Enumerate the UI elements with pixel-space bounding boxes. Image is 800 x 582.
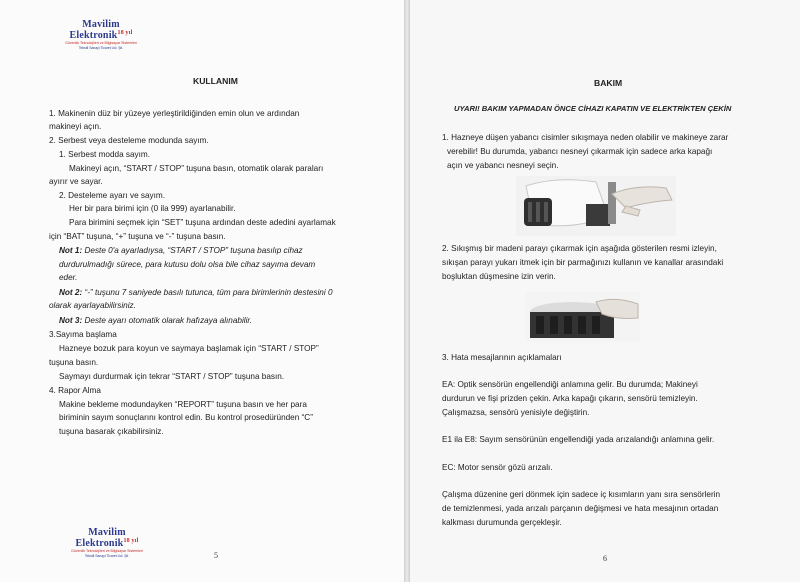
text-line: 2. Serbest veya desteleme modunda sayım. [49, 136, 209, 145]
page-number: 6 [603, 554, 607, 563]
right-page [410, 0, 800, 582]
right-title: BAKIM [594, 78, 623, 88]
maintenance-photo-2 [526, 292, 640, 342]
text-line: 1. Serbest modda sayım. [59, 150, 151, 159]
logo-tagline: Güvenlik Teknolojileri ve Bilgisayar Sistemleri [71, 549, 143, 553]
text-line: Para birimini seçmek için “SET” tuşuna ardından deste adedini ayarlamak [69, 218, 336, 227]
text-line: 1. Makinenin düz bir yüzeye yerleştirildiğinden emin olun ve ardından [49, 109, 300, 118]
text-line: ayırır ve sayar. [49, 177, 103, 186]
logo-sup: 18 yıl [117, 30, 133, 36]
text-line: Çalışma düzenine geri dönmek için sadece iç kısımların yanı sıra sensörlerin [442, 490, 721, 499]
left-title: KULLANIM [193, 76, 238, 86]
text-line: tuşuna basarak çıkabilirsiniz. [59, 427, 164, 436]
text-line: de temizlenmesi, yada arızalı parçanın değişmesi ve hata mesajının ortadan [442, 504, 719, 513]
note-1-text: Deste 0'a ayarladıysa, “START / STOP” tuşuna basılıp cihaz [84, 246, 303, 255]
note-2-text: “-” tuşunu 7 saniyede basılı tutunca, tüm para birimlerinin destesini 0 [84, 288, 333, 297]
text-line: Saymayı durdurmak için tekrar “START / STOP” tuşuna basın. [59, 372, 285, 381]
note-1-label: Not 1: [59, 246, 83, 255]
logo-top [56, 19, 146, 50]
text-line: için “BAT” tuşuna, “+” tuşuna ve “-” tuşuna basın. [49, 232, 226, 241]
text-line: 1. Hazneye düşen yabancı cisimler sıkışmaya neden olabilir ve makineye zarar [442, 133, 729, 142]
note-3-label: Not 3: [59, 316, 83, 325]
logo-tagline: Güvenlik Teknolojileri ve Bilgisayar Sistemleri [65, 41, 137, 45]
text-line: Çalışmazsa, sensörü yenisiyle değiştirin. [442, 408, 590, 417]
maintenance-photo-1 [516, 176, 676, 236]
text-line: kalkması durumunda gerçekleşir. [442, 518, 562, 527]
text-line: açın ve yabancı nesneyi seçin. [447, 161, 559, 170]
warning-text: UYARI! BAKIM YAPMADAN ÖNCE CİHAZI KAPATIN VE ELEKTRİKTEN ÇEKİN [454, 104, 732, 113]
text-line: 2. Sıkışmış bir madeni parayı çıkarmak için aşağıda gösterilen resmi izleyin, [442, 244, 717, 253]
text-line: durdurun ve fişi prizden çekin. Arka kapağı çıkarın, sensörü temizleyin. [442, 394, 698, 403]
note-line: durdurulmadığı sürece, para kutusu dolu olsa bile cihaz sayıma devam [59, 260, 316, 269]
note-2-label: Not 2: [59, 288, 83, 297]
text-line: sıkışan parayı yukarı itmek için bir parmağınızı kullanın ve kanallar arasındaki [442, 258, 724, 267]
text-line: EA: Optik sensörün engellendiği anlamına gelir. Bu durumda; Makineyi [442, 380, 698, 389]
machine-rear-illustration [516, 176, 676, 236]
note-line: eder. [59, 273, 78, 282]
note-3-text: Deste ayarı otomatik olarak hafızaya alınabilir. [84, 316, 253, 325]
note-1 [59, 245, 303, 256]
logo-sub: Tekstil Sanayi Ticaret Ltd. Şti. [84, 554, 130, 558]
text-line: boşluktan düşmesine izin verin. [442, 272, 556, 281]
note-2 [59, 287, 333, 298]
text-line: 3.Sayıma başlama [49, 330, 117, 339]
text-line: Makine bekleme modundayken “REPORT” tuşuna basın ve her para [59, 400, 307, 409]
logo-brand: Mavilim Elektronik [69, 19, 120, 41]
text-line: E1 ila E8: Sayım sensörünün engellendiği yada arızalandığı anlamına gelir. [442, 435, 715, 444]
text-line: verebilir! Bu durumda, yabancı nesneyi çıkarmak için sadece arka kapağı [447, 147, 713, 156]
logo-sup: 18 yıl [123, 538, 139, 544]
text-line: makineyi açın. [49, 122, 102, 131]
logo-brand: Mavilim Elektronik [75, 527, 126, 549]
text-line: tuşuna basın. [49, 358, 99, 367]
text-line: 3. Hata mesajlarının açıklamaları [442, 353, 562, 362]
logo-sub: Tekstil Sanayi Ticaret Ltd. Şti. [78, 46, 124, 50]
page-number: 5 [214, 551, 218, 560]
text-line: Hazneye bozuk para koyun ve saymaya başlamak için “START / STOP” [59, 344, 319, 353]
text-line: EC: Motor sensör gözü arızalı. [442, 463, 553, 472]
text-line: Her bir para birimi için (0 ila 999) ayarlanabilir. [69, 204, 236, 213]
note-3 [59, 315, 252, 326]
text-line: Makineyi açın, “START / STOP” tuşuna basın, otomatik olarak paraları [69, 164, 324, 173]
text-line: 2. Desteleme ayarı ve sayım. [59, 191, 166, 200]
coin-channel-illustration [526, 292, 640, 342]
text-line: biriminin sayım sonuçlarını kontrol edin. Bu kontrol prosedüründen “C” [59, 413, 313, 422]
text-line: 4. Rapor Alma [49, 386, 101, 395]
note-line: olarak ayarlayabilirsiniz. [49, 301, 136, 310]
logo-bottom [62, 527, 152, 558]
